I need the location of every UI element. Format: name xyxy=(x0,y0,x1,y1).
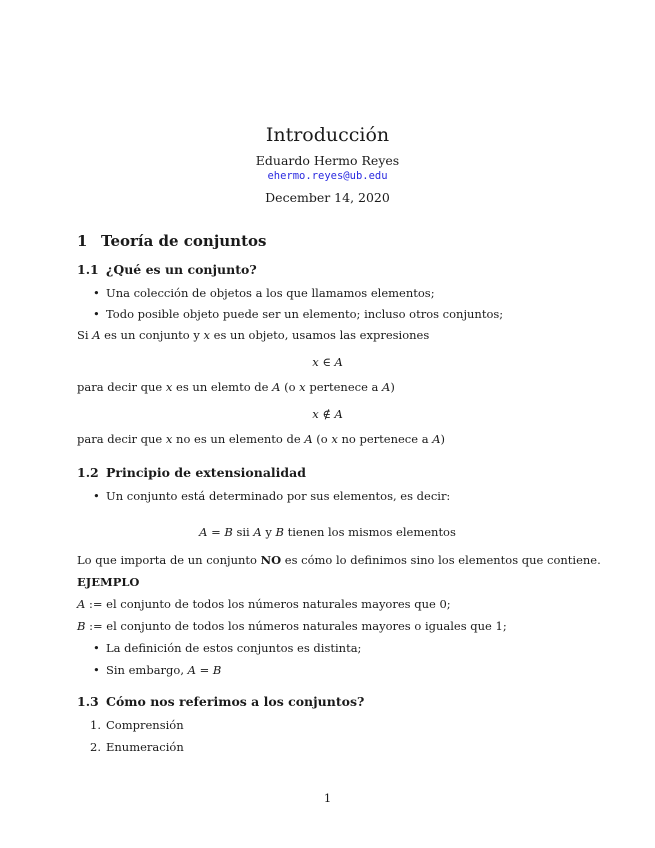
subsection-heading xyxy=(77,465,306,480)
example-label: EJEMPLO xyxy=(77,575,140,589)
bullet-icon: • xyxy=(93,663,100,677)
author-name: Eduardo Hermo Reyes xyxy=(255,153,400,168)
subsection-number: 1.1 xyxy=(77,262,99,277)
section-number: 1 xyxy=(77,232,88,250)
enumerated-item: 2. Enumeración xyxy=(90,740,184,754)
bullet-item: • Una colección de objetos a los que llamamos elementos; xyxy=(93,286,435,300)
bullet-item: • Todo posible objeto puede ser un elemento; incluso otros conjuntos; xyxy=(93,307,504,321)
page-number: 1 xyxy=(323,791,332,805)
display-formula: x ∉ A xyxy=(312,407,343,421)
subsection-number: 1.2 xyxy=(77,465,99,480)
document-title: Introducción xyxy=(265,124,390,146)
subsection-heading xyxy=(77,694,364,709)
section-heading xyxy=(77,232,266,250)
subsection-title: Principio de extensionalidad xyxy=(106,465,307,480)
definition-line: B := el conjunto de todos los números naturales mayores o iguales que 1; xyxy=(77,619,507,633)
bullet-icon: • xyxy=(93,489,100,503)
paragraph: Si A es un conjunto y x es un objeto, usamos las expresiones xyxy=(77,328,430,342)
enumerated-item: 1. Comprensión xyxy=(90,718,184,732)
section-title: Teoría de conjuntos xyxy=(101,232,267,250)
paragraph: para decir que x es un elemto de A (o x pertenece a A) xyxy=(77,380,395,394)
subsection-title: ¿Qué es un conjunto? xyxy=(106,262,257,277)
definition-line: A := el conjunto de todos los números naturales mayores que 0; xyxy=(77,597,451,611)
subsection-heading xyxy=(77,262,257,277)
subsection-title: Cómo nos referimos a los conjuntos? xyxy=(106,694,365,709)
author-email-link[interactable]: ehermo.reyes@ub.edu xyxy=(267,170,388,182)
paragraph: Lo que importa de un conjunto NO es cómo lo definimos sino los elementos que contiene. xyxy=(77,553,601,567)
display-formula: x ∈ A xyxy=(312,355,343,369)
display-formula: A = B sii A y B tienen los mismos elementos xyxy=(199,525,456,539)
bullet-item: • Sin embargo, A = B xyxy=(93,663,222,677)
paragraph: para decir que x no es un elemento de A (o x no pertenece a A) xyxy=(77,432,446,446)
subsection-number: 1.3 xyxy=(77,694,99,709)
bullet-icon: • xyxy=(93,307,100,321)
bullet-item: • La definición de estos conjuntos es distinta; xyxy=(93,641,362,655)
bullet-icon: • xyxy=(93,286,100,300)
document-date: December 14, 2020 xyxy=(265,190,390,205)
bullet-item: • Un conjunto está determinado por sus elementos, es decir: xyxy=(93,489,451,503)
bullet-icon: • xyxy=(93,641,100,655)
